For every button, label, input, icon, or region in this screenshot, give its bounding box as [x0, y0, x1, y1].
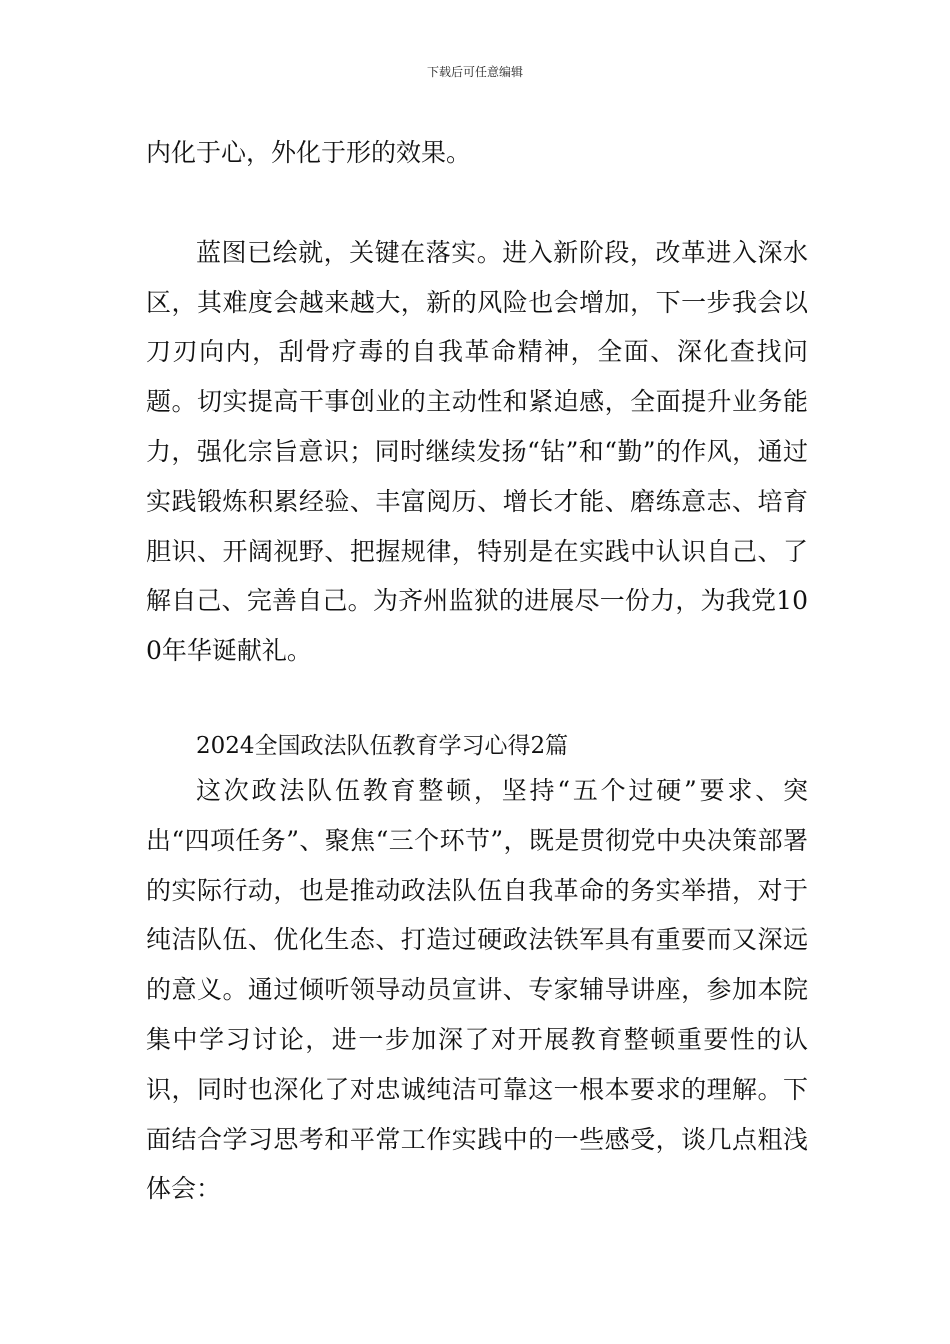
- paragraph-continuation: 内化于心，外化于形的效果。: [146, 138, 472, 167]
- paragraph-education: 这次政法队伍教育整顿，坚持“五个过硬”要求、突出“四项任务”、聚焦“三个环节”，既是贯彻党中央决策部署的实际行动，也是推动政法队伍自我革命的务实举措，对于纯洁队伍、优化生态、打造过硬政法铁军具有重要而又深远的意义。通过倾听领导动员宣讲、专家辅导讲座，参加本院集中学习讨论，进一步加深了对开展教育整顿重要性的认识，同时也深化了对忠诚纯洁可靠这一根本要求的理解。下面结合学习思考和平常工作实践中的一些感受，谈几点粗浅体会：: [146, 775, 808, 1204]
- page-header: 下载后可任意编辑: [426, 65, 523, 79]
- document-body: [146, 128, 808, 1214]
- paragraph-blueprint: 蓝图已绘就，关键在落实。进入新阶段，改革进入深水区，其难度会越来越大，新的风险也会增加，下一步我会以刀刃向内，刮骨疗毒的自我革命精神，全面、深化查找问题。切实提高干事创业的主动性和紧迫感，全面提升业务能力，强化宗旨意识；同时继续发扬“钻”和“勤”的作风，通过实践锻炼积累经验、丰富阅历、增长才能、磨练意志、培育胆识、开阔视野、把握规律，特别是在实践中认识自己、了解自己、完善自己。为齐州监狱的进展尽一份力，为我党100年华诞献礼。: [146, 237, 808, 666]
- paragraph-spacer: [146, 178, 808, 228]
- section-heading: 2024全国政法队伍教育学习心得2篇: [196, 732, 569, 759]
- paragraph-spacer: [146, 676, 808, 726]
